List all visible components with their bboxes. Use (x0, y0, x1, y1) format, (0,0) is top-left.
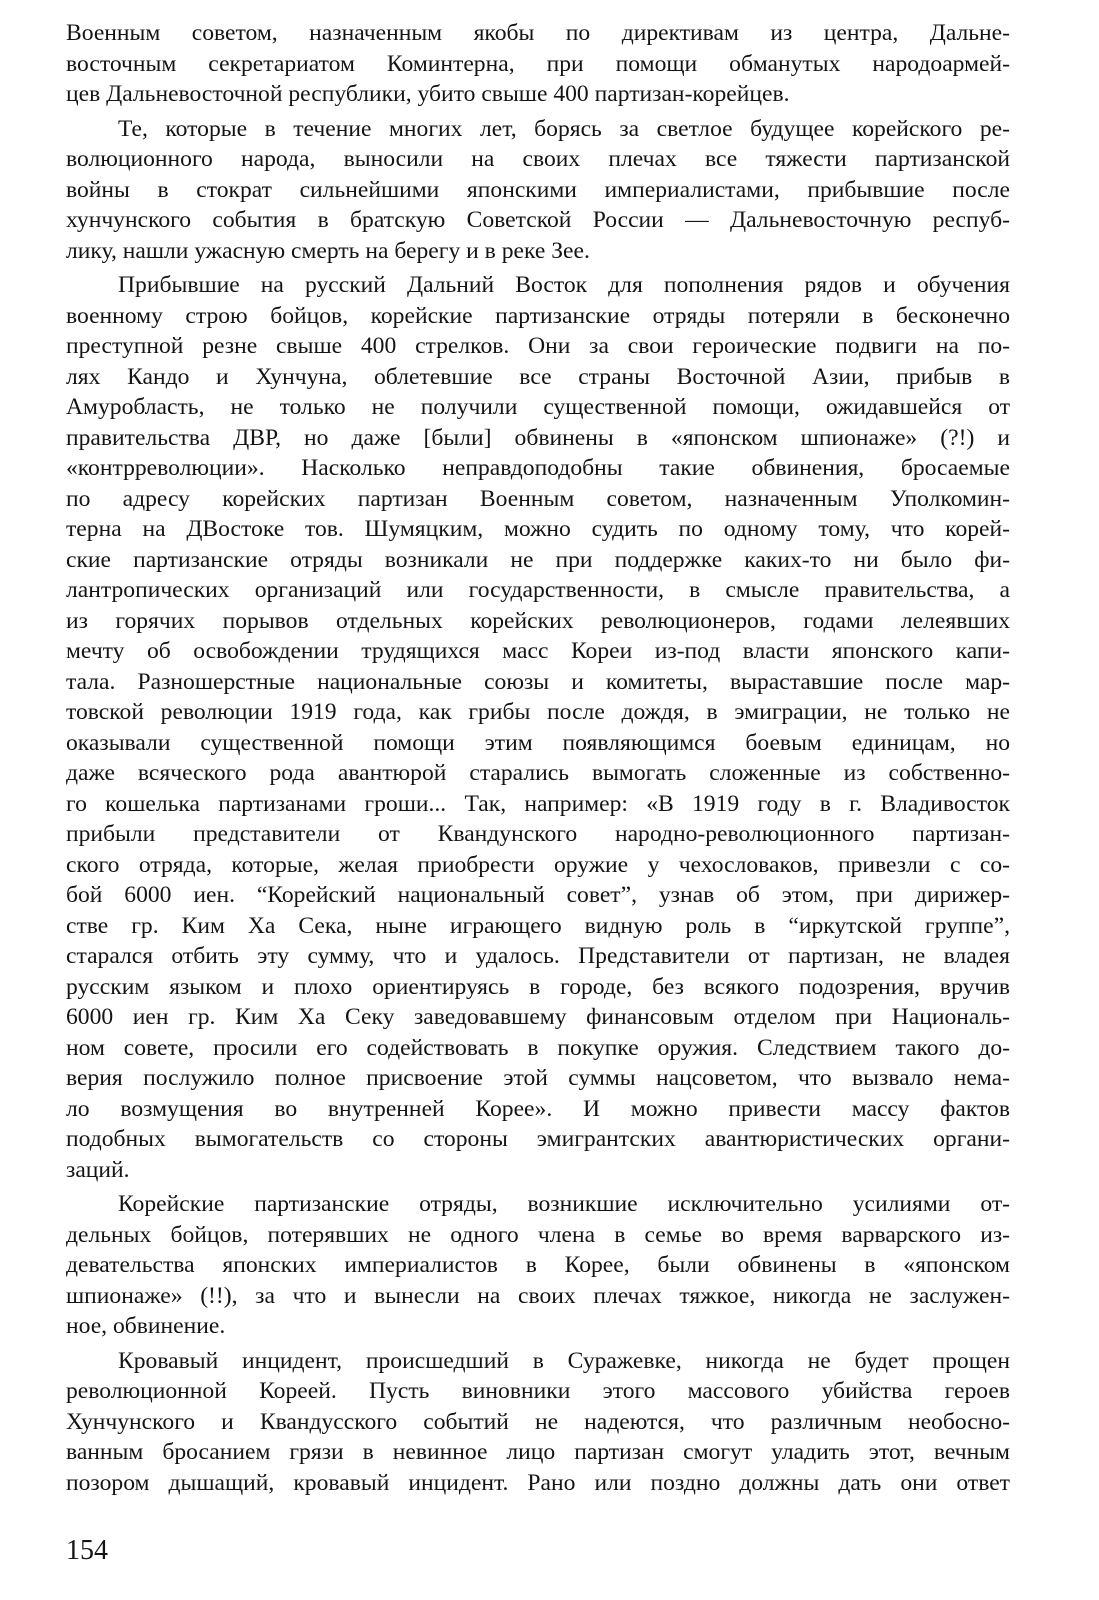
text-line: ное, обвинение. (66, 1313, 226, 1339)
text-line: товской революции 1919 года, как грибы после дождя, в эмиграции, не только не (66, 699, 1010, 725)
text-line: даже всяческого рода авантюрой старались вымогать сложенные из собственно- (66, 760, 1010, 786)
text-line: хунчунского события в братскую Советской России — Дальневосточную респуб- (66, 207, 1010, 233)
text-line: верия послужило полное присвоение этой суммы нацсоветом, что вызвало нема- (66, 1065, 1010, 1091)
text-line: 6000 иен гр. Ким Ха Секу заведовавшему финансовым отделом при Националь- (66, 1004, 1010, 1030)
text-line: волюционного народа, выносили на своих плечах все тяжести партизанской (66, 146, 1010, 172)
text-line: старался отбить эту сумму, что и удалось. Представители от партизан, не владея (66, 943, 1010, 969)
text-line: позором дышащий, кровавый инцидент. Рано или поздно должны дать они ответ (66, 1469, 1010, 1496)
text-line: лантропических организаций или государственности, в смысле правительства, а (66, 577, 1010, 603)
text-line: бой 6000 иен. “Корейский национальный совет”, узнав об этом, при дирижер- (66, 882, 1010, 908)
text-line: Кровавый инцидент, происшедший в Суражевке, никогда не будет прощен (118, 1347, 1010, 1374)
text-line: военному строю бойцов, корейские партизанские отряды потеряли в бесконечно (66, 302, 1010, 329)
text-line: дельных бойцов, потерявших не одного члена в семье во время варварского из- (66, 1221, 1010, 1248)
paragraph (66, 114, 1010, 267)
text-line: по адресу корейских партизан Военным советом, назначенным Уполкомин- (66, 485, 1010, 512)
page-number: 154 (66, 1535, 108, 1566)
text-line: ского отряда, которые, желая приобрести оружие у чехословаков, привезли с со- (66, 851, 1010, 878)
paragraph (66, 18, 1010, 110)
text-line: восточным секретариатом Коминтерна, при помощи обманутых народоармей- (66, 50, 1010, 77)
text-line: преступной резне свыше 400 стрелков. Они за свои героические подвиги на по- (66, 333, 1010, 359)
text-line: цев Дальневосточной республики, убито свыше 400 партизан-корейцев. (66, 81, 790, 107)
text-line: ские партизанские отряды возникали не при поддержке каких-то ни было фи- (66, 546, 1010, 573)
text-line: Те, которые в течение многих лет, борясь за светлое будущее корейского ре- (118, 115, 1010, 142)
text-line: Амуробласть, не только не получили существенной помощи, ожидавшейся от (66, 394, 1010, 420)
text-line: Корейские партизанские отряды, возникшие исключительно усилиями от- (118, 1191, 1010, 1217)
text-line: оказывали существенной помощи этим появляющимся боевым единицам, но (66, 729, 1010, 756)
text-line: прибыли представители от Квандунского народно-революционного партизан- (66, 821, 1010, 847)
text-line: подобных вымогательств со стороны эмигрантских авантюристических органи- (66, 1126, 1010, 1152)
text-line: войны в стократ сильнейшими японскими империалистами, прибывшие после (66, 176, 1010, 203)
text-line: «контрреволюции». Насколько неправдоподобны такие обвинения, бросаемые (66, 455, 1010, 481)
text-line: ном совете, просили его содействовать в покупке оружия. Следствием такого до- (66, 1034, 1010, 1061)
text-line: го кошелька партизанами гроши... Так, например: «В 1919 году в г. Владивосток (66, 790, 1010, 817)
text-line: ванным бросанием грязи в невинное лицо партизан смогут уладить этот, вечным (66, 1439, 1010, 1465)
paragraph (66, 1346, 1010, 1499)
text-line: Военным советом, назначенным якобы по директивам из центра, Дальне- (66, 20, 1010, 46)
text-line: стве гр. Ким Ха Сека, ныне играющего видную роль в “иркутской группе”, (66, 912, 1010, 939)
text-line: шпионаже» (!!), за что и вынесли на своих плечах тяжкое, никогда не заслужен- (66, 1282, 1010, 1309)
paragraph (66, 270, 1010, 1185)
text-line: заций. (66, 1156, 130, 1183)
text-line: мечту об освобождении трудящихся масс Кореи из-под власти японского капи- (66, 638, 1010, 664)
body-text (66, 18, 1010, 1498)
text-line: тала. Разношерстные национальные союзы и комитеты, выраставшие после мар- (66, 668, 1010, 695)
paragraph (66, 1189, 1010, 1342)
text-line: лях Кандо и Хунчуна, облетевшие все страны Восточной Азии, прибыв в (66, 363, 1010, 390)
text-line: лику, нашли ужасную смерть на берегу и в реке Зее. (66, 237, 590, 264)
text-line: Прибывшие на русский Дальний Восток для пополнения рядов и обучения (118, 272, 1010, 298)
text-line: русским языком и плохо ориентируясь в городе, без всякого подозрения, вручив (66, 973, 1010, 1000)
text-line: правительства ДВР, но даже [были] обвинены в «японском шпионаже» (?!) и (66, 424, 1010, 451)
text-line: девательства японских империалистов в Корее, были обвинены в «японском (66, 1252, 1010, 1278)
text-line: терна на ДВостоке тов. Шумяцким, можно судить по одному тому, что корей- (66, 516, 1010, 542)
text-line: революционной Кореей. Пусть виновники этого массового убийства героев (66, 1378, 1010, 1404)
text-line: из горячих порывов отдельных корейских революционеров, годами лелеявших (66, 607, 1010, 634)
text-line: ло возмущения во внутренней Корее». И можно привести массу фактов (66, 1095, 1010, 1122)
text-line: Хунчунского и Квандусского событий не надеются, что различным необосно- (66, 1408, 1010, 1435)
